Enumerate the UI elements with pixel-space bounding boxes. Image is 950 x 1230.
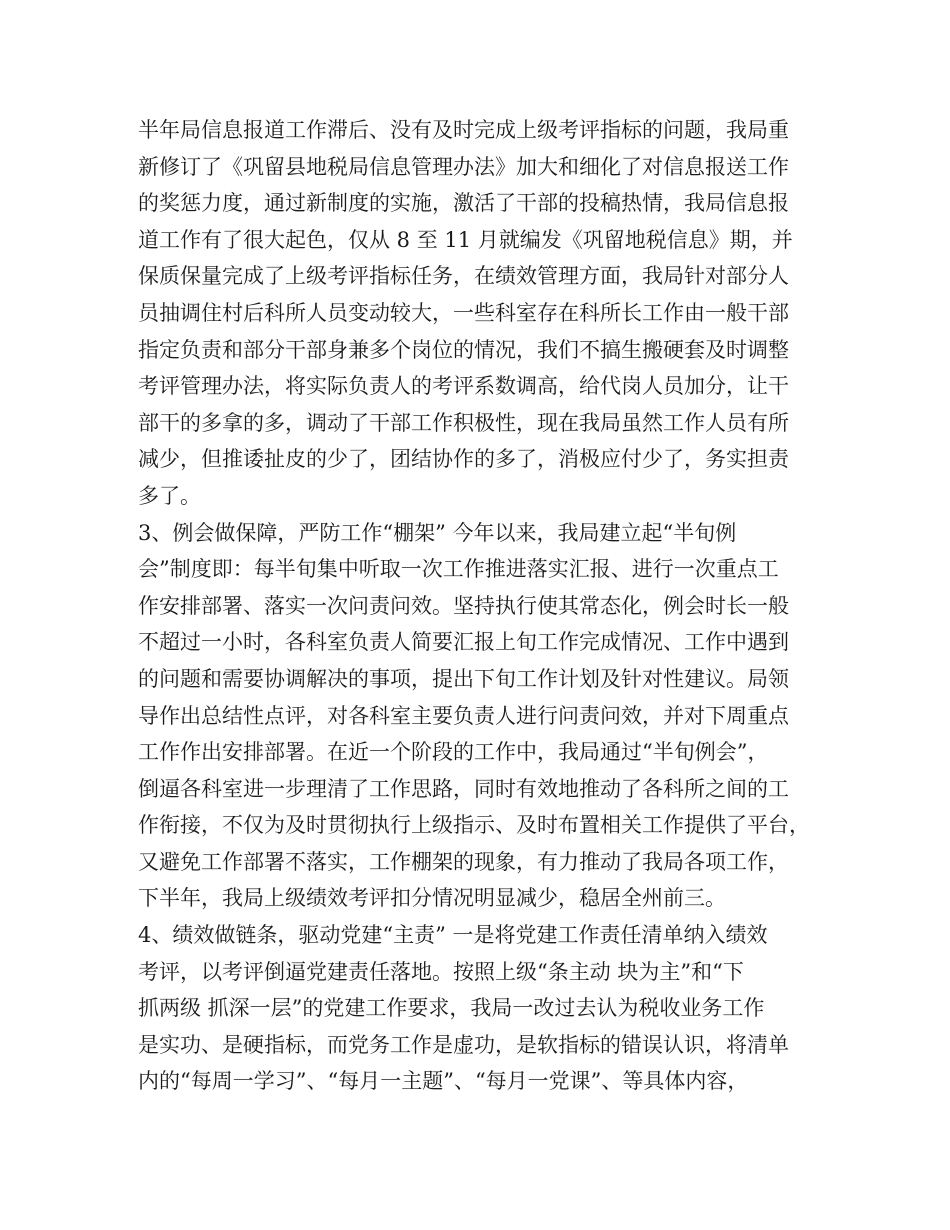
text-line: 半年局信息报道工作滞后、没有及时完成上级考评指标的问题，我局重 [138,118,789,142]
text-line: 工作作出安排部署。在近一个阶段的工作中，我局通过“半旬例会”， [138,740,769,765]
text-line: 新修订了《巩留县地税局信息管理办法》加大和细化了对信息报送工作 [138,154,789,179]
text-line: 会”制度即：每半旬集中听取一次工作推进落实汇报、进行一次重点工 [138,557,779,582]
body-text [138,112,838,1100]
text-line: 抓两级 抓深一层”的党建工作要求，我局一改过去认为税收业务工作 [138,996,765,1021]
text-line: 考评，以考评倒逼党建责任落地。按照上级“条主动 块为主”和“下 [138,959,744,984]
text-line: 减少，但推诿扯皮的少了，团结协作的多了，消极应付少了，务实担责 [138,447,789,472]
text-line: 内的“每周一学习”、“每月一主题”、“每月一党课”、等具体内容， [138,1069,749,1094]
text-line: 4、绩效做链条，驱动党建“主责” 一是将党建工作责任清单纳入绩效 [138,923,768,948]
text-line: 3、例会做保障，严防工作“棚架” 今年以来，我局建立起“半旬例 [138,520,737,545]
text-line: 作衔接，不仅为及时贯彻执行上级指示、及时布置相关工作提供了平台， [138,813,810,838]
text-line: 是实功、是硬指标，而党务工作是虚功，是软指标的错误认识，将清单 [138,1032,789,1057]
text-line: 考评管理办法，将实际负责人的考评系数调高，给代岗人员加分，让干 [138,374,789,399]
text-line: 多了。 [138,483,201,508]
text-line: 下半年，我局上级绩效考评扣分情况明显减少，稳居全州前三。 [138,886,726,911]
text-line: 作安排部署、落实一次问责问效。坚持执行使其常态化，例会时长一般 [138,593,789,618]
text-line: 的奖惩力度，通过新制度的实施，激活了干部的投稿热情，我局信息报 [138,191,789,216]
text-line: 指定负责和部分干部身兼多个岗位的情况，我们不搞生搬硬套及时调整 [138,337,789,362]
text-line: 导作出总结性点评，对各科室主要负责人进行问责问效，并对下周重点 [138,703,789,728]
text-line: 的问题和需要协调解决的事项，提出下旬工作计划及针对性建议。局领 [138,666,789,691]
text-line: 保质保量完成了上级考评指标任务，在绩效管理方面，我局针对部分人 [138,264,789,289]
text-line: 又避免工作部署不落实，工作棚架的现象，有力推动了我局各项工作， [138,849,789,874]
text-line: 部干的多拿的多，调动了干部工作积极性，现在我局虽然工作人员有所 [138,410,789,435]
text-line: 道工作有了很大起色，仅从 8 至 11 月就编发《巩留地税信息》期，并 [138,227,793,252]
text-line: 不超过一小时，各科室负责人简要汇报上旬工作完成情况、工作中遇到 [138,630,789,655]
text-line: 倒逼各科室进一步理清了工作思路，同时有效地推动了各科所之间的工 [138,776,789,801]
text-line: 员抽调住村后科所人员变动较大，一些科室存在科所长工作由一般干部 [138,300,789,325]
